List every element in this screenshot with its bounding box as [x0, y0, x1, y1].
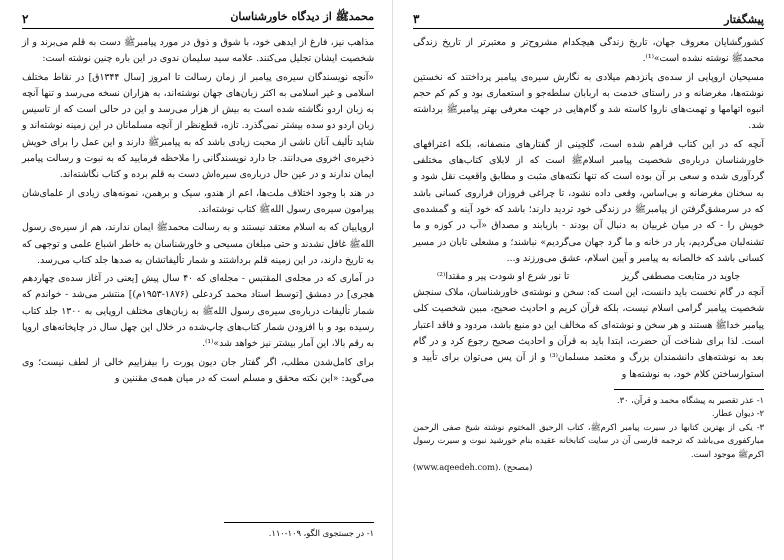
left-footnotes: [22, 516, 374, 541]
right-page-number: ۳: [413, 12, 420, 26]
right-paragraph-3: آنچه که در این کتاب فراهم شده است، گلچینی از گفتارهای منصفانه، بلکه اعترافهای خاورشناسان درباره‌ی شخصیت پیامبر اسلامﷺ است که از لابلای کتاب‌های مختلفی گردآوری شده و سعی بر آن بوده است که تنها نکته‌های مثبت و مطابق واقعیت نقل شود و به سخنان مغرضانه و بی‌اساس، وقعی داده نشود، تا چراغی فروزان فراروی کسانی باشد که در سرمشق‌گرفتن از پیامبرﷺ در زندگی خود تردید دارند؛ باشد که خود آینه و گمشده‌ی خویش را - که در میان غربیان به دنبال آن بودند - بازیابند و مصداق «آب در کوزه و ما تشنه‌لبان می‌گردیم، یار در خانه و ما گرد جهان می‌گردیم» نباشند؛ و مشعلی تابان در مسیر کسانی باشد که خالصانه به پیامبر و آیین اسلام، عشق می‌ورزند و...: [413, 138, 764, 264]
right-header-title: پیشگفتار: [724, 13, 764, 26]
left-paragraph-3: در هند با وجود اختلاف ملت‌ها، اعم از هندو، سیک و برهمن، نمونه‌های زیادی از علمای‌شان پیرامون سیره‌ی رسول اللهﷺ کتاب نوشته‌اند.: [22, 187, 374, 215]
poem-second-hemistich: تا نور شرع او شودت پیر و مقتدا⁽²⁾: [437, 271, 570, 283]
right-book-page: [392, 0, 784, 560]
left-paragraph-5: در آماری که در مجله‌ی المقتبس - مجله‌ای که ۴۰ سال پیش [یعنی در آغاز سده‌ی چهاردهم هجری] در دمشق [توسط استاد محمد کردعلی (۱۸۷۶-۱۹۵۳م)] منتشر می‌شد - خواندم که شمار تألیفات درباره‌ی سیره‌ی رسول اللهﷺ به زبان‌های مختلف اروپایی به ۱۳۰۰ جلد کتاب رسیده بود و با افزودن شمار کتاب‌های چاپ‌شده در خلال این چهل سال در چاپخانه‌های اروپا به رقم بالا، این آمار بیشتر نیز خواهد شد»⁽¹⁾.: [22, 273, 374, 350]
footnote-separator: [224, 522, 374, 523]
poem-first-hemistich: جاوید در متابعت مصطفی گریز: [621, 271, 740, 283]
left-footnote-1: ۱- در جستجوی الگو، ۱۰۹-۱۱۰.: [268, 527, 374, 538]
left-page-body: [22, 35, 374, 387]
right-footnote-2: ۲- دیوان عطار.: [711, 408, 764, 419]
right-paragraph-4: آنچه در گام نخست باید دانست، این است که: سخن و نوشته‌ی خاورشناسان، ملاک سنجش شخصیت پیامبر گرامی اسلام نیست، بلکه قرآن کریم و احادیث صحیح، مبین شخصیت کلی پیامبر خداﷺ هستند و هر سخن و نوشته‌ای که مخالف این دو منبع باشد، مردود و فاقد اعتبار است. لذا برای شناخت آن حضرت، ابتدا باید به قرآن و احادیث صحیح رجوع کرد و در گام بعد به نوشته‌های دانشمندان بزرگ و معتمد مسلمان⁽³⁾ و از آن پس می‌توان برای تأیید و استوارساختن کلام خود، به نوشته‌ها و: [413, 287, 764, 380]
right-footnote-1: ۱- عذر تقصیر به پیشگاه محمد و قرآن، ۳۰.: [616, 394, 764, 405]
right-footnotes: [413, 394, 764, 475]
website-link[interactable]: (www.aqeedeh.com). (مصحح): [413, 462, 533, 473]
left-paragraph-1: مذاهب نیز، فارغ از ایدهی خود، با شوق و ذوق در مورد پیامبرﷺ دست به قلم می‌برند و از شخصیت ایشان تجلیل می‌کنند. علامه سید سلیمان ندوی در این باره چنین نوشته است:: [22, 37, 374, 65]
left-paragraph-4: اروپاییان که به اسلام معتقد نیستند و به رسالت محمدﷺ ایمان ندارند، هم از سیره‌ی رسول اللهﷺ غافل نشدند و حتی مبلغان مسیحی و خاورشناسان به خاطر اشباع علمی و توجهی که به تاریخ دارند، در این زمینه قلم برداشتند و شمار تألیفاتشان به صدها جلد کتاب می‌رسد.: [22, 222, 374, 266]
left-page-header: [22, 6, 374, 29]
right-page-body: [413, 35, 764, 383]
poem-verse: [413, 269, 764, 285]
left-paragraph-2: «آنچه نویسندگان سیره‌ی پیامبر از زمان رسالت تا امروز [سال ۱۳۴۴ق] در نقاط مختلف اسلامی و غیر اسلامی به اکثر زبان‌های جهان نوشته‌اند، به هزاران نسخه می‌رسد و تنها آنچه به زبان اردو نگاشته شده است به بیش از هزار می‌رسد و این در حالی است که از تاسیس زبان اردو دو سده بیشتر نمی‌گذرد. تازه، قطع‌نظر از آنچه مسلمانان در این زمینه نوشته‌اند و شاید تألیف آنان ناشی از محبت زیادی باشد که به پیامبرﷺ دارند و این عمل را برای خویش ذخیره‌ی اخروی می‌دانند. جا دارد نویسندگانی را ملاحظه فرمایید که به نبوت و رسالت پیامبر ایمان ندارند و در عین حال درباره‌ی سیره‌اش دست به قلم برده و کتاب نگاشته‌اند.: [22, 71, 374, 181]
left-header-title: محمدﷺ از دیدگاه خاورشناسان: [230, 10, 374, 23]
right-paragraph-2: مسیحیان اروپایی از سده‌ی پانزدهم میلادی به نگارش سیره‌ی پیامبر پرداختند که نخستین نوشته‌ها، مغرضانه و در راستای خدمت به اربابان سلطه‌جو و استعماری بود و کم کم حجم انبوه اتهامها و تهمت‌های ناروا کاسته شد و گام‌هایی در جهت معرفی بهتر پیامبرﷺ برداشته شد.: [413, 71, 764, 132]
right-footnote-3: ۳- یکی از بهترین کتابها در سیرت پیامبر اکرمﷺ، کتاب الرحیق المختوم نوشته شیخ صفی الرحمن مبارکفوری می‌باشد که ترجمه فارسی آن در سایت کتابخانه عقیده بنام خورشید نبوت و سیرت رسول اکرمﷺ موجود است.: [413, 421, 764, 459]
right-paragraph-1: کشورگشایان معروف جهان، تاریخ زندگی هیچکدام مشروح‌تر و معتبرتر از تاریخ زندگی محمدﷺ نوشته نشده است»⁽¹⁾.: [413, 37, 764, 65]
footnote-separator: [614, 389, 764, 390]
right-page-header: [413, 6, 764, 29]
left-paragraph-6: برای کامل‌شدن مطلب، اگر گفتار جان دیون پورت را بیفزاییم خالی از لطف نیست؛ وی می‌گوید: «این نکته محقق و مسلم است که در میان همه‌ی مقننین و: [22, 356, 374, 384]
left-page-number: ۲: [22, 12, 29, 26]
